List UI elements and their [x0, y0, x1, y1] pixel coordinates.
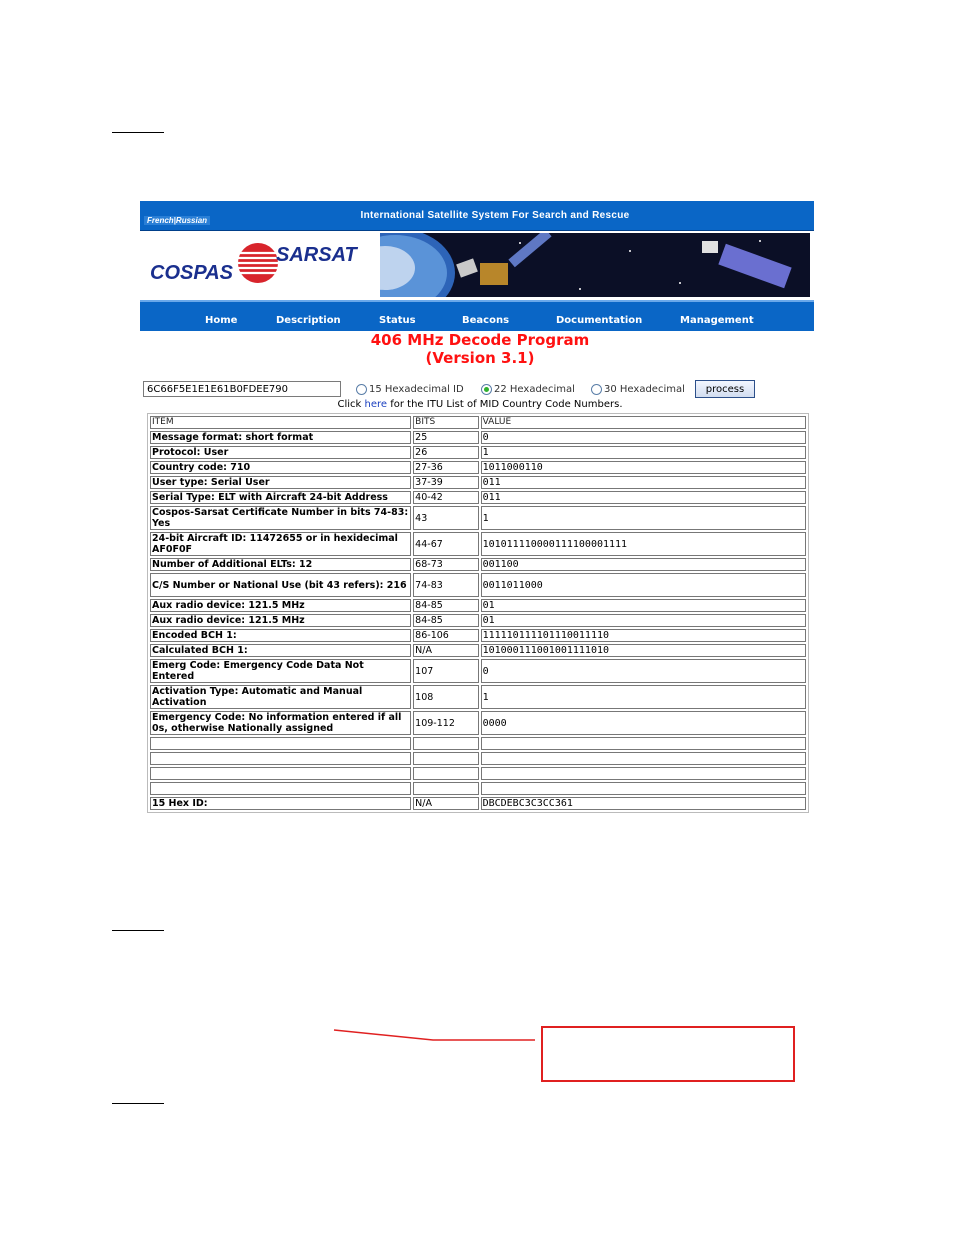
cospas-sarsat-logo — [148, 239, 376, 289]
row-item: Emerg Code: Emergency Code Data Not Entered — [150, 659, 411, 683]
table-row — [150, 532, 806, 556]
callout-box — [541, 1026, 795, 1082]
row-value: DBCDEBC3C3CC361 — [481, 797, 806, 810]
row-bits: 26 — [413, 446, 478, 459]
logo-text-cospas: COSPAS — [150, 262, 233, 284]
row-item: Aux radio device: 121.5 MHz — [150, 599, 411, 612]
row-value — [481, 767, 806, 780]
table-row — [150, 506, 806, 530]
table-row — [150, 431, 806, 444]
radio-15-hex[interactable] — [356, 384, 367, 395]
row-item: Country code: 710 — [150, 461, 411, 474]
itu-prefix: Click — [337, 399, 365, 410]
row-value: 01 — [481, 614, 806, 627]
row-value: 1 — [481, 446, 806, 459]
row-bits: N/A — [413, 797, 478, 810]
site-top-bar — [140, 201, 814, 231]
header-value: VALUE — [481, 416, 806, 429]
row-value: 111110111101110011110 — [481, 629, 806, 642]
table-row — [150, 461, 806, 474]
itu-suffix: for the ITU List of MID Country Code Numbers. — [387, 399, 623, 410]
decode-program-title — [290, 331, 670, 367]
radio-30-hex[interactable] — [591, 384, 602, 395]
row-bits: N/A — [413, 644, 478, 657]
row-value: 0 — [481, 431, 806, 444]
row-value — [481, 752, 806, 765]
table-row — [150, 737, 806, 750]
row-value: 0011011000 — [481, 573, 806, 597]
table-row — [150, 659, 806, 683]
row-item — [150, 782, 411, 795]
row-value: 101011110000111100001111 — [481, 532, 806, 556]
row-bits: 84-85 — [413, 614, 478, 627]
table-row — [150, 629, 806, 642]
table-row — [150, 752, 806, 765]
row-bits: 84-85 — [413, 599, 478, 612]
table-row — [150, 767, 806, 780]
itu-list-link[interactable]: here — [364, 399, 388, 410]
table-row — [150, 614, 806, 627]
row-value: 001100 — [481, 558, 806, 571]
site-nav-bar — [140, 300, 814, 331]
table-row — [150, 573, 806, 597]
row-item — [150, 737, 411, 750]
row-item: Encoded BCH 1: — [150, 629, 411, 642]
document-rule-middle — [112, 930, 164, 931]
row-bits: 37-39 — [413, 476, 478, 489]
row-bits: 108 — [413, 685, 478, 709]
header-item: ITEM — [150, 416, 411, 429]
row-value: 011 — [481, 491, 806, 504]
nav-description[interactable]: Description — [276, 315, 341, 326]
row-value: 101000111001001111010 — [481, 644, 806, 657]
row-item: 24-bit Aircraft ID: 11472655 or in hexidecimal AF0F0F — [150, 532, 411, 556]
table-row — [150, 782, 806, 795]
table-row — [150, 491, 806, 504]
nav-home[interactable]: Home — [205, 315, 238, 326]
row-value: 1011000110 — [481, 461, 806, 474]
table-row — [150, 711, 806, 735]
option-15-hex-label: 15 Hexadecimal ID — [369, 383, 464, 395]
table-row — [150, 476, 806, 489]
title-line-1: 406 MHz Decode Program — [370, 331, 590, 349]
satellite-banner-image — [380, 233, 810, 297]
row-item: Protocol: User — [150, 446, 411, 459]
option-30-hex-label: 30 Hexadecimal — [604, 383, 685, 395]
row-item — [150, 752, 411, 765]
row-item — [150, 767, 411, 780]
row-item: Emergency Code: No information entered if all 0s, otherwise Nationally assigned — [150, 711, 411, 735]
row-bits: 44-67 — [413, 532, 478, 556]
row-value: 011 — [481, 476, 806, 489]
row-bits — [413, 752, 478, 765]
row-item: 15 Hex ID: — [150, 797, 411, 810]
row-bits: 27-36 — [413, 461, 478, 474]
itu-list-note — [290, 399, 670, 410]
option-22-hex[interactable] — [481, 381, 575, 397]
nav-status[interactable]: Status — [379, 315, 416, 326]
row-value — [481, 737, 806, 750]
row-bits — [413, 782, 478, 795]
row-value — [481, 782, 806, 795]
row-item: Serial Type: ELT with Aircraft 24-bit Address — [150, 491, 411, 504]
table-row — [150, 558, 806, 571]
row-item: Message format: short format — [150, 431, 411, 444]
document-rule-bottom — [112, 1103, 164, 1104]
option-15-hex[interactable] — [356, 381, 464, 397]
decoder-screenshot — [140, 201, 814, 829]
radio-22-hex[interactable] — [481, 384, 492, 395]
header-bits: BITS — [413, 416, 478, 429]
hex-message-input[interactable] — [143, 381, 341, 397]
row-item: Activation Type: Automatic and Manual Activation — [150, 685, 411, 709]
table-row — [150, 685, 806, 709]
row-bits: 68-73 — [413, 558, 478, 571]
row-value: 0000 — [481, 711, 806, 735]
table-row — [150, 599, 806, 612]
title-line-2: (Version 3.1) — [425, 349, 535, 367]
row-bits: 43 — [413, 506, 478, 530]
decode-results-table — [147, 413, 809, 813]
row-item: Cospos-Sarsat Certificate Number in bits 74-83: Yes — [150, 506, 411, 530]
row-bits: 109-112 — [413, 711, 478, 735]
row-bits: 25 — [413, 431, 478, 444]
nav-documentation[interactable]: Documentation — [556, 315, 643, 326]
row-item: Number of Additional ELTs: 12 — [150, 558, 411, 571]
row-item: User type: Serial User — [150, 476, 411, 489]
row-bits: 40-42 — [413, 491, 478, 504]
table-row — [150, 446, 806, 459]
row-item: Aux radio device: 121.5 MHz — [150, 614, 411, 627]
option-22-hex-label: 22 Hexadecimal — [494, 383, 575, 395]
table-header-row — [150, 416, 806, 429]
row-value: 1 — [481, 506, 806, 530]
row-bits — [413, 737, 478, 750]
row-bits: 107 — [413, 659, 478, 683]
row-bits: 86-106 — [413, 629, 478, 642]
document-rule-top — [112, 132, 164, 133]
nav-beacons[interactable]: Beacons — [462, 315, 510, 326]
row-bits — [413, 767, 478, 780]
option-30-hex[interactable] — [591, 381, 685, 397]
row-bits: 74-83 — [413, 573, 478, 597]
row-value: 01 — [481, 599, 806, 612]
language-links[interactable]: French|Russian — [144, 216, 210, 225]
logo-text-sarsat: SARSAT — [276, 244, 357, 266]
row-value: 1 — [481, 685, 806, 709]
table-row — [150, 797, 806, 810]
nav-management[interactable]: Management — [680, 315, 754, 326]
process-button[interactable]: process — [695, 380, 755, 398]
row-item: C/S Number or National Use (bit 43 refers): 216 — [150, 573, 411, 597]
site-tagline: International Satellite System For Search and Rescue — [360, 210, 630, 221]
table-row — [150, 644, 806, 657]
row-value: 0 — [481, 659, 806, 683]
row-item: Calculated BCH 1: — [150, 644, 411, 657]
